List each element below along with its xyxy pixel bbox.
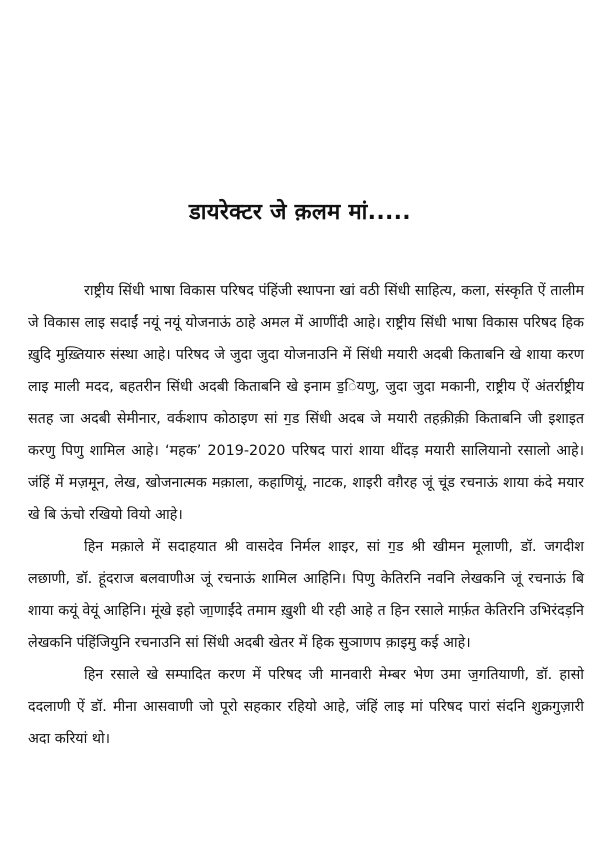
paragraph-3: हिन रसाले खे सम्पादित करण में परिषद जी मानवारी मेम्बर भेण उमा ज॒गतियाणी, डॉ. हासो ददलाणी ऐं डॉ. मीना आसवाणी जो पूरो सहकार रहियो आहे, जंहिं लाइ मां परिषद पारां संदनि शुक्रगुज़ारी अदा करियां थो। (28, 667, 584, 747)
page-title: डायरेक्टर जे क़लम मां..... (189, 200, 411, 225)
paragraph-2: हिन मक़ाले में सदाहयात श्री वासदेव निर्मल शाइर, सां ग॒ड श्री खीमन मूलाणी, डॉ. जगदीश लछाणी, डॉ. हूंदराज बलवाणीअ जूं रचनाऊं शामिल आहिनि। पिणु केतिरनि नवनि लेखकनि जूं रचनाऊं बि शाया कयूं वेयूं आहिनि। मूंखे इहो जा॒णाईंदे तमाम ख़ुशी थी रही आहे त हिन रसाले मार्फ़त केतिरनि उभिरंदड़नि लेखकनि पंहिंजियुनि रचनाउनि सां सिंधी अदबी खेतर में हिक सुञाणप क़ाइमु कई आहे। (28, 539, 584, 651)
paragraph-1: राष्ट्रीय सिंधी भाषा विकास परिषद पंहिंजी स्थापना खां वठी सिंधी साहित्य, कला, संस्कृति ऐं तालीम जे विकास लाइ सदाईं नयूं नयूं योजनाऊं ठाहे अमल में आणींदी आहे। राष्ट्रीय सिंधी भाषा विकास परिषद हिक ख़ुदि मुख़्तियारु संस्था आहे। परिषद जे जुदा जुदा योजनाउनि में सिंधी मयारी अदबी किताबनि खे शाया करण लाइ माली मदद, बहतरीन सिंधी अदबी किताबनि खे इनाम ड॒ियणु, जुदा जुदा मकानी, राष्ट्रीय ऐं अंतर्राष्ट्रीय सतह जा अदबी सेमीनार, वर्कशाप कोठाइण सां ग॒ड सिंधी अदब जे मयारी तहक़ीक़ी किताबनि जी इशाइत करणु पिणु शामिल आहे। ‘महक’ 2019-2020 परिषद पारां शाया थींदड़ मयारी सालियानो रसालो आहे। जंहिं में मज़मून, लेख, खोजनात्मक मक़ाला, कहाणियूं, नाटक, शाइरी वग़ैरह जूं चूंड रचनाऊं शाया कंदे मयार खे बि ऊंचो रखियो वियो आहे। (28, 283, 584, 523)
body-text (28, 275, 584, 755)
